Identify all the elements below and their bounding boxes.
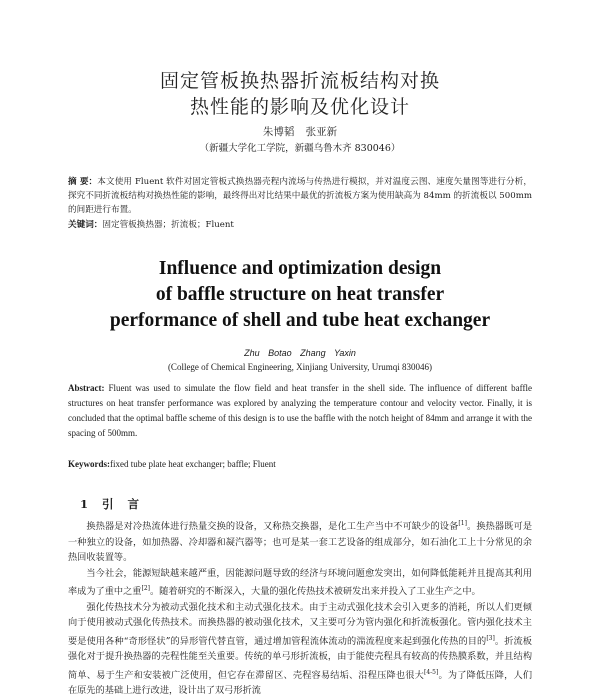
cn-keywords [68, 218, 532, 232]
en-title-line-3: performance of shell and tube heat exchanger [109, 310, 491, 331]
body-text-run: 。换热器既可是一种独立的设备，如加热器、冷却器和凝汽器等；也可是某一套工艺设备的组成部分，如石油化工上十分常见的余热回收装置等。 [68, 521, 533, 564]
en-title-line-2: of baffle structure on heat transfer [155, 284, 445, 305]
en-abstract [68, 381, 532, 441]
citation: [3] [486, 634, 495, 642]
body-paragraph [68, 516, 532, 566]
body-text-run: 。为了降低压降，人们在原先的基础上进行改进，设计出了双弓形折流 [68, 669, 533, 697]
cn-keywords-text: 固定管板换热器；折流板；Fluent [102, 220, 234, 230]
cn-abstract-label: 摘 要： [68, 177, 98, 187]
cn-affiliation: （新疆大学化工学院，新疆乌鲁木齐 830046） [199, 143, 401, 154]
body-text-run: 强化传热技术分为被动式强化技术和主动式强化技术。由于主动式强化技术会引入更多的消耗，所以人们更倾向于使用被动式强化传热技术。而换热器的被动强化技术，又主要可分为管内强化和折流板强化。管内强化技术主要是使用各种“奇形怪状”的异形管代替直管，通过增加管程流体流动的湍流程度来起到强化传热的目的 [68, 601, 532, 647]
body-text-run: 。折流板强化对于提升换热器的壳程性能至关重要。传统的单弓形折流板， [68, 635, 532, 663]
cn-abstract [68, 175, 532, 217]
body-text-run: 当今社会，能源短缺越来越严重，因能源问题导致的经济与环境问题愈发突出，如何降低能耗并且提高其利用率成为了重中之重 [68, 567, 532, 598]
en-keywords-label: Keywords: [68, 459, 110, 469]
body-paragraph [68, 600, 532, 699]
section-number: 1 [80, 497, 89, 511]
body-text-run: 由于能使壳程具有较高的传热膜系数，并且结构简单、易于生产和安装被广泛使用，但它存在滞留区、壳程容易结垢、沿程压降也很大 [68, 651, 533, 681]
citation: [2] [141, 585, 150, 593]
body-paragraph [68, 566, 532, 600]
en-affiliation: (College of Chemical Engineering, Xinjiang University, Urumqi 830046) [167, 362, 433, 372]
body-text-run: 换热器是对冷热流体进行热量交换的设备，又称热交换器，是化工生产当中不可缺少的设备 [86, 521, 459, 533]
en-authors: Zhu Botao Zhang Yaxin [244, 348, 356, 358]
citation: [1] [458, 520, 467, 527]
cn-abstract-text: 本文使用 Fluent 软件对固定管板式换热器壳程内流场与传热进行模拟，并对温度云图、速度矢量图等进行分析，探究不同折流板结构对换热性能的影响，最终得出对比结果中最优的折流板方案为使用缺高为 84mm 的折流板以 500mm 的间距进行布置。 [68, 177, 532, 215]
section-heading [80, 496, 139, 512]
body-text [68, 516, 532, 699]
section-title: 引 言 [102, 497, 140, 511]
citation: [4-5] [423, 668, 439, 676]
en-abstract-label: Abstract: [68, 383, 105, 393]
cn-authors: 朱博韬 张亚新 [262, 126, 338, 138]
cn-keywords-label: 关键词： [68, 220, 103, 230]
en-keywords [68, 457, 532, 472]
en-keywords-text: fixed tube plate heat exchanger; baffle; Fluent [110, 459, 276, 469]
en-abstract-text: Fluent was used to simulate the flow field and heat transfer in the shell side. The influence of different baffle structures on heat transfer performance was explored by analyzing the temperature contour and velocity vector. Finally, it is concluded that the optimal baffle scheme of this design is to use the baffle with the notch height of 84mm and arrange it with the spacing of 500mm. [68, 383, 533, 438]
cn-title-line-2: 热性能的影响及优化设计 [189, 96, 410, 118]
en-title-line-1: Influence and optimization design [158, 258, 442, 279]
body-text-run: 。随着研究的不断深入，大量的强化传热技术被研发出来并投入了工业生产之中。 [150, 586, 481, 598]
cn-title-line-1: 固定管板换热器折流板结构对换 [159, 70, 440, 92]
